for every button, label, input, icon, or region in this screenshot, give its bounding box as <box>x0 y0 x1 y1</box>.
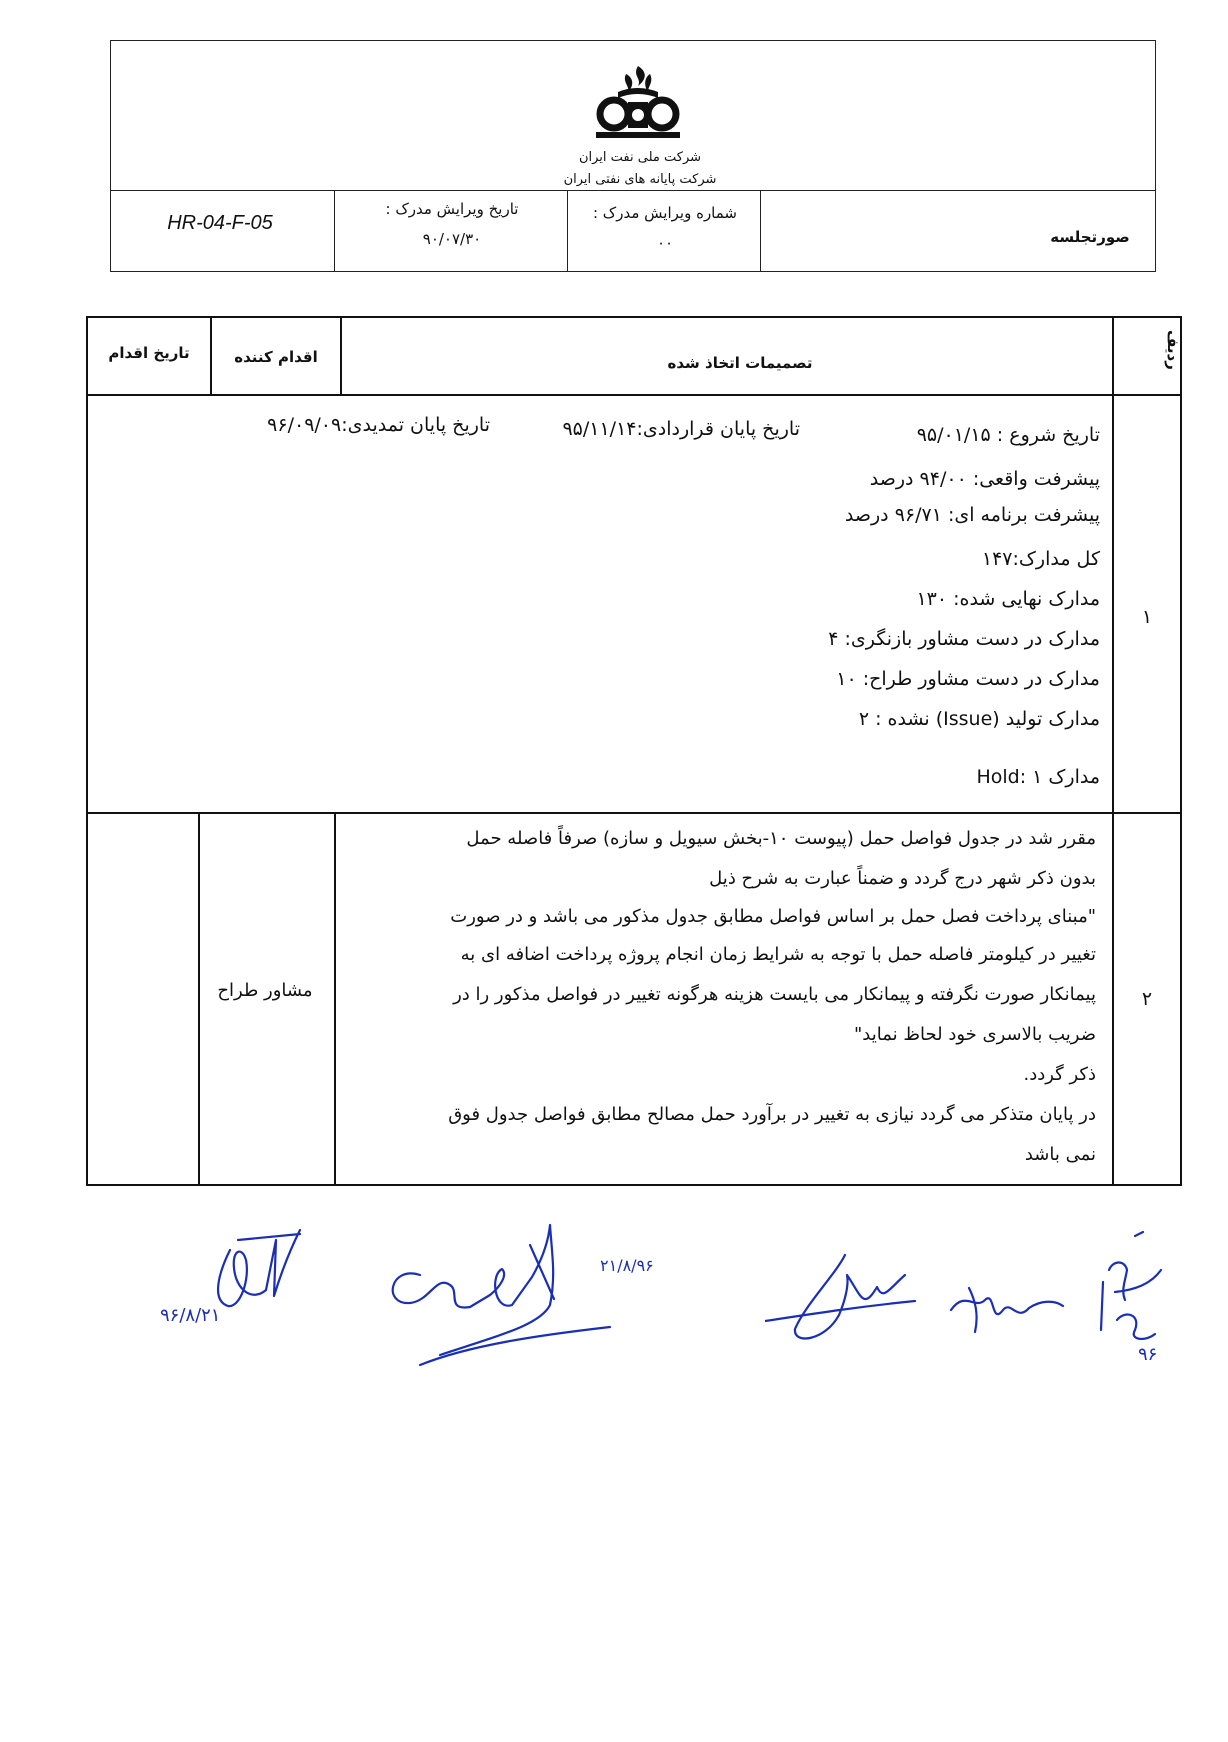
row-divider <box>86 812 1182 814</box>
row2-line: نمی باشد <box>1024 1144 1096 1165</box>
document-type: صورتجلسه <box>1050 228 1130 246</box>
signature-2 <box>380 1215 630 1385</box>
row2-line: تغییر در کیلومتر فاصله حمل با توجه به شرایط زمان انجام پروژه پرداخت اضافه ای به <box>460 944 1096 965</box>
extended-end-date: تاریخ پایان تمدیدی:۹۶/۰۹/۰۹ <box>267 414 490 436</box>
form-code: HR-04-F-05 <box>167 212 273 234</box>
row1-line: مدارک در دست مشاور طراح: ۱۰ <box>836 668 1100 690</box>
revision-date-value: ۹۰/۰۷/۳۰ <box>422 230 482 248</box>
signature-4 <box>945 1270 1065 1340</box>
header-action-by: اقدام کننده <box>234 348 318 366</box>
row2-line: "مبنای پرداخت فصل حمل بر اساس فواصل مطابق جدول مذکور می باشد و در صورت <box>450 906 1096 927</box>
row1-line: مدارک Hold: ۱ <box>976 766 1100 788</box>
row2-line: مقرر شد در جدول فواصل حمل (پیوست ۱۰-بخش سیویل و سازه) صرفاً فاصله حمل <box>466 828 1096 849</box>
row1-line: مدارک تولید (Issue) نشده : ۲ <box>858 708 1100 730</box>
contract-end-date: تاریخ پایان قراردادی:۹۵/۱۱/۱۴ <box>562 418 800 440</box>
signature-3 <box>765 1245 945 1355</box>
table-header-divider <box>86 394 1182 396</box>
signature-date-1: ۹۶/۸/۲۱ <box>160 1305 221 1326</box>
nioc-logo <box>588 62 688 144</box>
row2-line: ضریب بالاسری خود لحاظ نماید" <box>854 1024 1096 1045</box>
company-name-terminals: شرکت پایانه های نفتی ایران <box>563 172 717 187</box>
signature-date-2: ۲۱/۸/۹۶ <box>600 1256 654 1275</box>
row2-line: در پایان متذکر می گردد نیازی به تغییر در برآورد حمل مصالح مطابق فواصل جدول فوق <box>448 1104 1096 1125</box>
revision-date-label: تاریخ ویرایش مدرک : <box>385 200 519 218</box>
revision-number-label: شماره ویرایش مدرک : <box>592 204 737 222</box>
row1-line: پیشرفت برنامه ای: ۹۶/۷۱ درصد <box>844 504 1100 526</box>
header-decisions: تصمیمات اتخاذ شده <box>667 354 813 372</box>
header-divider <box>110 190 1156 191</box>
header-row-number: ردیف <box>1164 330 1182 370</box>
row2-line: پیمانکار صورت نگرفته و پیمانکار می بایست هزینه هرگونه تغییر در فواصل مذکور را در <box>453 984 1096 1005</box>
row2-line: بدون ذکر شهر درج گردد و ضمناً عبارت به شرح ذیل <box>709 868 1096 889</box>
company-name-nioc: شرکت ملی نفت ایران <box>578 150 702 165</box>
row-number: ۲ <box>1141 988 1153 1010</box>
revision-number-value: ۰۰ <box>656 234 674 252</box>
row1-line: پیشرفت واقعی: ۹۴/۰۰ درصد <box>869 468 1100 490</box>
row1-line: مدارک نهایی شده: ۱۳۰ <box>916 588 1100 610</box>
header-action-date: تاریخ اقدام <box>108 344 190 362</box>
start-date: تاریخ شروع : ۹۵/۰۱/۱۵ <box>916 424 1100 446</box>
row1-line: کل مدارک:۱۴۷ <box>981 548 1100 570</box>
row-number: ۱ <box>1141 606 1153 628</box>
signature-date-5: ۹۶ <box>1138 1344 1158 1365</box>
action-by: مشاور طراح <box>217 980 313 1001</box>
decisions-table <box>86 316 1182 1186</box>
row1-line: مدارک در دست مشاور بازنگری: ۴ <box>828 628 1100 650</box>
row2-line: ذکر گردد. <box>1023 1064 1096 1085</box>
